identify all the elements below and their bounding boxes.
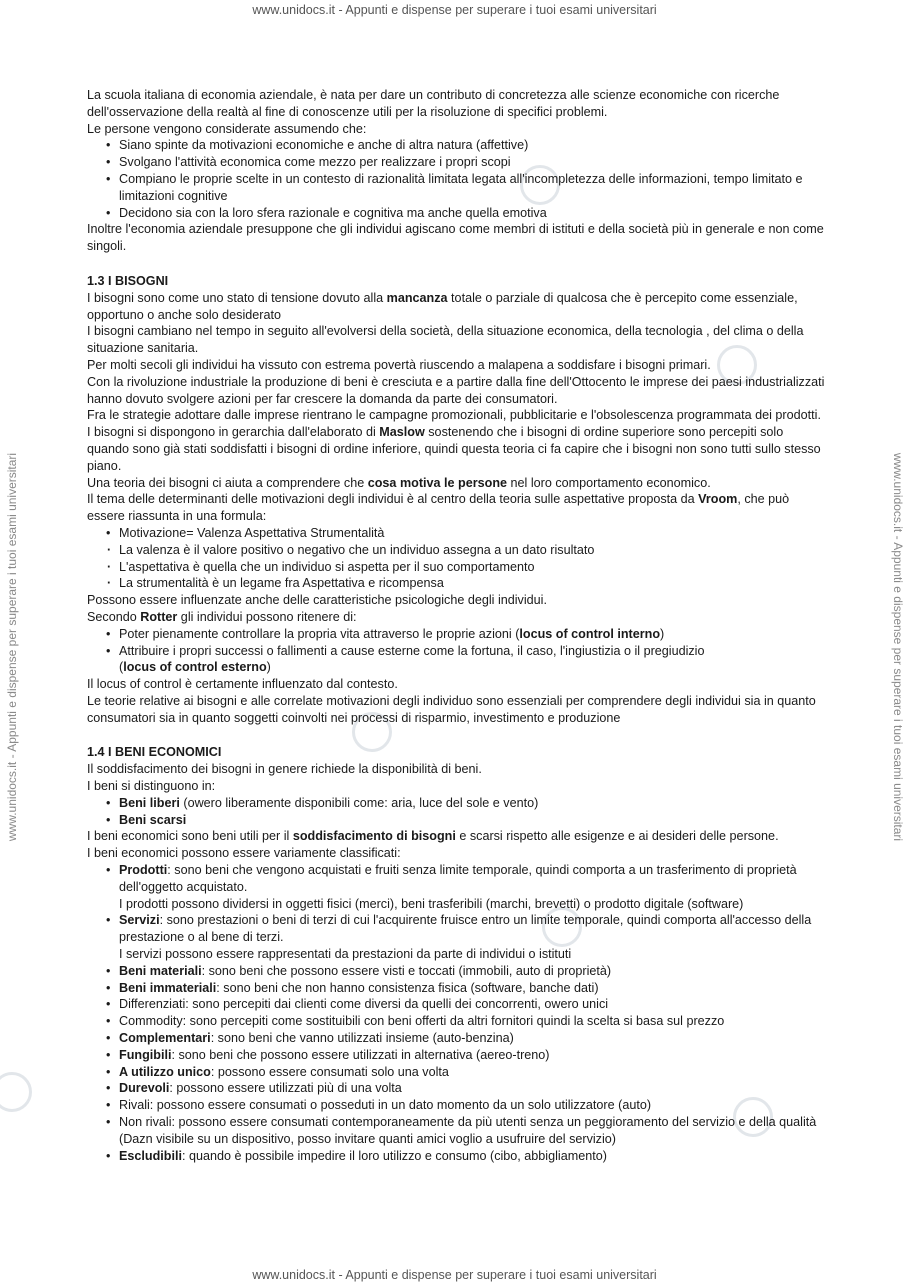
list-item: • Beni materiali: sono beni che possono essere visti e toccati (immobili, auto di proprietà) bbox=[119, 963, 827, 980]
paragraph: Il soddisfacimento dei bisogni in genere richiede la disponibilità di beni. bbox=[87, 762, 482, 777]
paragraph: Secondo Rotter gli individui possono ritenere di: bbox=[87, 609, 357, 624]
bullet-list bbox=[87, 795, 827, 829]
paragraph: La scuola italiana di economia aziendale, è nata per dare un contributo di concretezza alle scienze economiche con ricerche dell'osservazione della realtà al fine di conoscenze utili per la risoluzione di specifici problemi. bbox=[87, 88, 780, 119]
list-item: • Rivali: possono essere consumati o posseduti in un dato momento da un solo utilizzatore (auto) bbox=[119, 1097, 827, 1114]
list-item: • Commodity: sono percepiti come sostituibili con beni offerti da altri fornitori quindi la scelta si basa sul prezzo bbox=[119, 1013, 827, 1030]
list-item: • Non rivali: possono essere consumati contemporaneamente da più utenti senza un peggioramento del servizio e della qualità (Dazn visibile su un dispositivo, posso invitare quanti amici voglio a usufruire del servizio) bbox=[119, 1114, 827, 1148]
section-heading: 1.3 I BISOGNI bbox=[87, 273, 169, 288]
document-body bbox=[87, 87, 827, 1164]
paragraph: I beni economici possono essere variamente classificati: bbox=[87, 846, 401, 861]
side-watermark-right: www.unidocs.it - Appunti e dispense per superare i tuoi esami universitari bbox=[891, 452, 905, 842]
list-item: • Beni scarsi bbox=[119, 812, 827, 829]
side-watermark-left: www.unidocs.it - Appunti e dispense per superare i tuoi esami universitari bbox=[5, 452, 19, 842]
paragraph: Il tema delle determinanti delle motivazioni degli individui è al centro della teoria sulle aspettative proposta da Vroom, che può essere riassunta in una formula: bbox=[87, 492, 790, 524]
list-item: • Motivazione= Valenza Aspettativa Strumentalità bbox=[119, 525, 827, 542]
list-item: • Compiano le proprie scelte in un contesto di razionalità limitata legata all'incompletezza delle informazioni, tempo limitato e limitazioni cognitive bbox=[119, 171, 827, 205]
watermark-logo-icon bbox=[0, 1072, 32, 1112]
paragraph: I beni economici sono beni utili per il soddisfacimento di bisogni e scarsi rispetto alle esigenze e ai desideri delle persone. bbox=[87, 829, 779, 844]
paragraph: I bisogni sono come uno stato di tensione dovuto alla mancanza totale o parziale di qualcosa che è percepito come essenziale, opportuno o anche solo desiderato bbox=[87, 290, 798, 322]
list-item: • Siano spinte da motivazioni economiche e anche di altra natura (affettive) bbox=[119, 137, 827, 154]
paragraph: Le teorie relative ai bisogni e alle correlate motivazioni degli individuo sono essenziali per comprendere degli individui sia in quanto consumatori sia in quanto soggetti coinvolti nei processi di risparmio, investimento e produzione bbox=[87, 693, 816, 725]
page-footer: www.unidocs.it - Appunti e dispense per superare i tuoi esami universitari bbox=[252, 1268, 657, 1282]
list-item: · La valenza è il valore positivo o negativo che un individuo assegna a un dato risultato bbox=[119, 542, 827, 559]
bullet-list bbox=[87, 626, 827, 676]
list-item: • Poter pienamente controllare la propria vita attraverso le proprie azioni (locus of control interno) bbox=[119, 626, 827, 643]
paragraph: Per molti secoli gli individui ha vissuto con estrema povertà riuscendo a malapena a soddisfare i bisogni primari. bbox=[87, 357, 711, 372]
bullet-list bbox=[87, 525, 827, 592]
paragraph: I bisogni cambiano nel tempo in seguito all'evolversi della società, della situazione economica, della tecnologia , del clima o della situazione sanitaria. bbox=[87, 324, 804, 356]
paragraph: Le persone vengono considerate assumendo che: bbox=[87, 121, 367, 136]
list-item: • Differenziati: sono percepiti dai clienti come diversi da quelli dei concorrenti, owero unici bbox=[119, 996, 827, 1013]
paragraph: I bisogni si dispongono in gerarchia dall'elaborato di Maslow sostenendo che i bisogni di ordine superiore sono percepiti solo quando sono già stati soddisfatti i bisogni di ordine inferiore, quindi questa teoria ci fa capire che i bisogni non sono tutti sullo stesso piano. bbox=[87, 425, 821, 473]
list-item: • Beni liberi (owero liberamente disponibili come: aria, luce del sole e vento) bbox=[119, 795, 827, 812]
paragraph: Una teoria dei bisogni ci aiuta a comprendere che cosa motiva le persone nel loro comportamento economico. bbox=[87, 475, 711, 490]
list-item: • Decidono sia con la loro sfera razionale e cognitiva ma anche quella emotiva bbox=[119, 205, 827, 222]
paragraph: Con la rivoluzione industriale la produzione di beni è cresciuta e a partire dalla fine dell'Ottocento le imprese dei paesi industrializzati hanno dovuto svolgere azioni per far crescere la domanda da parte dei consumatori. bbox=[87, 374, 825, 406]
page-header: www.unidocs.it - Appunti e dispense per superare i tuoi esami universitari bbox=[252, 3, 657, 17]
paragraph: Il locus of control è certamente influenzato dal contesto. bbox=[87, 677, 398, 692]
paragraph: Inoltre l'economia aziendale presuppone che gli individui agiscano come membri di istituti e della società più in generale e non come singoli. bbox=[87, 222, 824, 254]
list-item: • Fungibili: sono beni che possono essere utilizzati in alternativa (aereo-treno) bbox=[119, 1047, 827, 1064]
paragraph: Possono essere influenzate anche delle caratteristiche psicologiche degli individui. bbox=[87, 593, 547, 608]
list-item: · L'aspettativa è quella che un individuo si aspetta per il suo comportamento bbox=[119, 559, 827, 576]
list-item: • Complementari: sono beni che vanno utilizzati insieme (auto-benzina) bbox=[119, 1030, 827, 1047]
bullet-list bbox=[87, 862, 827, 1164]
list-item: • Escludibili: quando è possibile impedire il loro utilizzo e consumo (cibo, abbigliamento) bbox=[119, 1148, 827, 1165]
list-item: • A utilizzo unico: possono essere consumati solo una volta bbox=[119, 1064, 827, 1081]
section-heading: 1.4 I BENI ECONOMICI bbox=[87, 745, 222, 760]
paragraph: Fra le strategie adottare dalle imprese rientrano le campagne promozionali, pubblicitarie e l'obsolescenza programmata dei prodotti. bbox=[87, 408, 821, 423]
list-item: • Servizi: sono prestazioni o beni di terzi di cui l'acquirente fruisce entro un limite temporale, quindi comporta all'accesso della prestazione o al bene di terzi. I servizi possono essere rappresentati da prestazioni da parte di individui o istituti bbox=[119, 912, 827, 962]
list-item: • Attribuire i propri successi o fallimenti a cause esterne come la fortuna, il caso, l'ingiustizia o il pregiudizio (locus of control esterno) bbox=[119, 643, 827, 677]
list-item: • Beni immateriali: sono beni che non hanno consistenza fisica (software, banche dati) bbox=[119, 980, 827, 997]
list-item: • Prodotti: sono beni che vengono acquistati e fruiti senza limite temporale, quindi comporta a un trasferimento di proprietà dell'oggetto acquistato. I prodotti possono dividersi in oggetti fisici (merci), beni trasferibili (marchi, brevetti) o prodotto digitale (software) bbox=[119, 862, 827, 912]
bullet-list bbox=[87, 137, 827, 221]
paragraph: I beni si distinguono in: bbox=[87, 779, 216, 794]
list-item: • Svolgano l'attività economica come mezzo per realizzare i propri scopi bbox=[119, 154, 827, 171]
list-item: · La strumentalità è un legame fra Aspettativa e ricompensa bbox=[119, 575, 827, 592]
list-item: • Durevoli: possono essere utilizzati più di una volta bbox=[119, 1080, 827, 1097]
